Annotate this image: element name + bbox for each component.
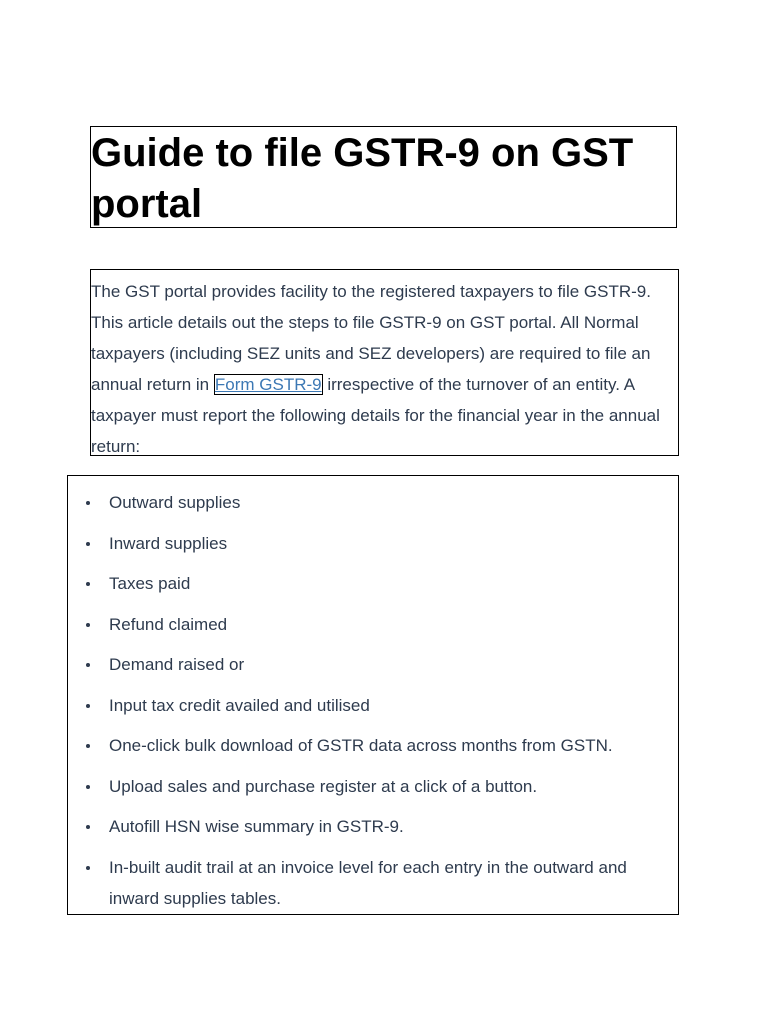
list-item-text: Taxes paid <box>109 574 191 593</box>
form-gstr9-link[interactable]: Form GSTR-9 <box>214 375 322 394</box>
list-item-text: Input tax credit availed and utilised <box>109 695 370 715</box>
details-list-box <box>67 475 679 915</box>
list-item <box>68 852 678 914</box>
list-item <box>68 487 678 518</box>
bullet-icon <box>86 663 90 667</box>
intro-box <box>90 269 679 456</box>
bullet-icon <box>86 542 90 546</box>
list-item <box>68 609 678 640</box>
bullet-icon <box>86 825 90 829</box>
bullet-icon <box>86 785 90 789</box>
bullet-icon <box>86 704 90 708</box>
list-item-text: Outward supplies <box>109 493 241 512</box>
list-item <box>68 811 678 842</box>
list-item <box>68 690 678 721</box>
bullet-icon <box>86 501 90 505</box>
list-item <box>68 771 678 802</box>
list-item-text: In-built audit trail at an invoice level for each entry in the outward and inward supplies tables. <box>109 857 627 908</box>
intro-text-after-link: irrespective of the turnover of an entity. A taxpayer must report the following details for the financial year in the annual return: <box>91 375 660 456</box>
intro-paragraph <box>91 276 678 462</box>
intro-text-before-link: The GST portal provides facility to the registered taxpayers to file GSTR-9. This article details out the steps to file GSTR-9 on GST portal. All Normal taxpayers (including SEZ units and SEZ developers) are required to file an annual return in <box>91 282 651 394</box>
list-item-text: Demand raised or <box>109 655 245 674</box>
list-item-text: Refund claimed <box>109 614 228 634</box>
title-box <box>90 126 677 228</box>
bullet-icon <box>86 744 90 748</box>
bullet-icon <box>86 623 90 627</box>
bullet-icon <box>86 582 90 586</box>
page-title: Guide to file GSTR-9 on GST portal <box>91 131 634 226</box>
list-item <box>68 568 678 599</box>
list-item-text: Upload sales and purchase register at a click of a button. <box>109 776 538 796</box>
bullet-icon <box>86 866 90 870</box>
list-item <box>68 528 678 559</box>
list-item-text: Autofill HSN wise summary in GSTR-9. <box>109 817 404 836</box>
list-item-text: Inward supplies <box>109 533 228 553</box>
list-item <box>68 730 678 761</box>
details-list <box>68 487 678 914</box>
list-item-text: One-click bulk download of GSTR data across months from GSTN. <box>109 736 613 755</box>
list-item <box>68 649 678 680</box>
